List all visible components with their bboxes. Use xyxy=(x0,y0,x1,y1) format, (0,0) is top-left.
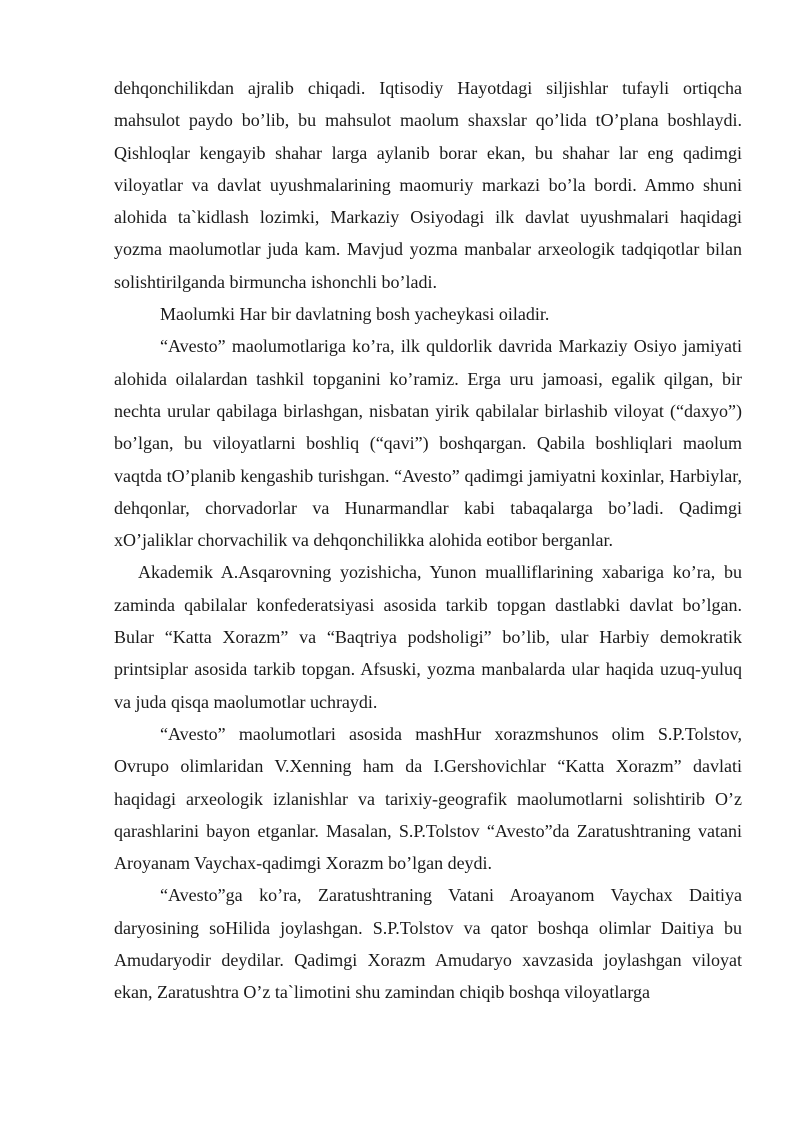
paragraph-5: “Avesto” maolumotlari asosida mashHur xorazmshunos olim S.P.Tolstov, Ovrupo olimlaridan V.Xenning ham da I.Gershovichlar “Katta Xorazm” davlati haqidagi arxeologik izlanishlar va tarixiy-geografik maolumotlarni solishtirib O’z qarashlarini bayon etganlar. Masalan, S.P.Tolstov “Avesto”da Zaratushtraning vatani Aroyanam Vaychax-qadimgi Xorazm bo’lgan deydi. xyxy=(114,723,742,874)
paragraph-6: “Avesto”ga ko’ra, Zaratushtraning Vatani Aroayanom Vaychax Daitiya daryosining soHilida joylashgan. S.P.Tolstov va qator boshqa olimlar Daitiya bu Amudaryodir deydilar. Qadimgi Xorazm Amudaryo xavzasida joylashgan viloyat ekan, Zaratushtra O’z ta`limotini shu zamindan chiqib boshqa viloyatlarga xyxy=(114,885,742,1003)
body-text xyxy=(114,72,742,1009)
paragraph-2: Maolumki Har bir davlatning bosh yacheykasi oiladir. xyxy=(160,304,550,325)
paragraph-1: dehqonchilikdan ajralib chiqadi. Iqtisodiy Hayotdagi siljishlar tufayli ortiqcha mahsulot paydo bo’lib, bu mahsulot maolum shaxslar qo’lida tO’plana boshlaydi. Qishloqlar kengayib shahar larga aylanib borar ekan, bu shahar lar eng qadimgi viloyatlar va davlat uyushmalarining maomuriy markazi bo’la bordi. Ammo shuni alohida ta`kidlash lozimki, Markaziy Osiyodagi ilk davlat uyushmalari haqidagi yozma maolumotlar juda kam. Mavjud yozma manbalar arxeologik tadqiqotlar bilan solishtirilganda birmuncha ishonchli bo’ladi. xyxy=(114,78,742,292)
paragraph-4: Akademik A.Asqarovning yozishicha, Yunon mualliflarining xabariga ko’ra, bu zaminda qabilalar konfederatsiyasi asosida tarkib topgan dastlabki davlat bo’lgan. Bular “Katta Xorazm” va “Baqtriya podsholigi” bo’lib, ular Harbiy demokratik printsiplar asosida tarkib topgan. Afsuski, yozma manbalarda ular haqida uzuq-yuluq va juda qisqa maolumotlar uchraydi. xyxy=(114,562,742,712)
paragraph-3: “Avesto” maolumotlariga ko’ra, ilk quldorlik davrida Markaziy Osiyo jamiyati alohida oilalardan tashkil topganini ko’ramiz. Erga uru jamoasi, egalik qilgan, bir nechta urular qabilaga birlashgan, nisbatan yirik qabilalar birlashib viloyat (“daxyo”) bo’lgan, bu viloyatlarni boshliq (“qavi”) boshqargan. Qabila boshliqlari maolum vaqtda tO’planib kengashib turishgan. “Avesto” qadimgi jamiyatni koxinlar, Harbiylar, dehqonlar, chorvadorlar va Hunarmandlar kabi tabaqalarga bo’ladi. Qadimgi xO’jaliklar chorvachilik va dehqonchilikka alohida eotibor berganlar. xyxy=(114,336,742,551)
